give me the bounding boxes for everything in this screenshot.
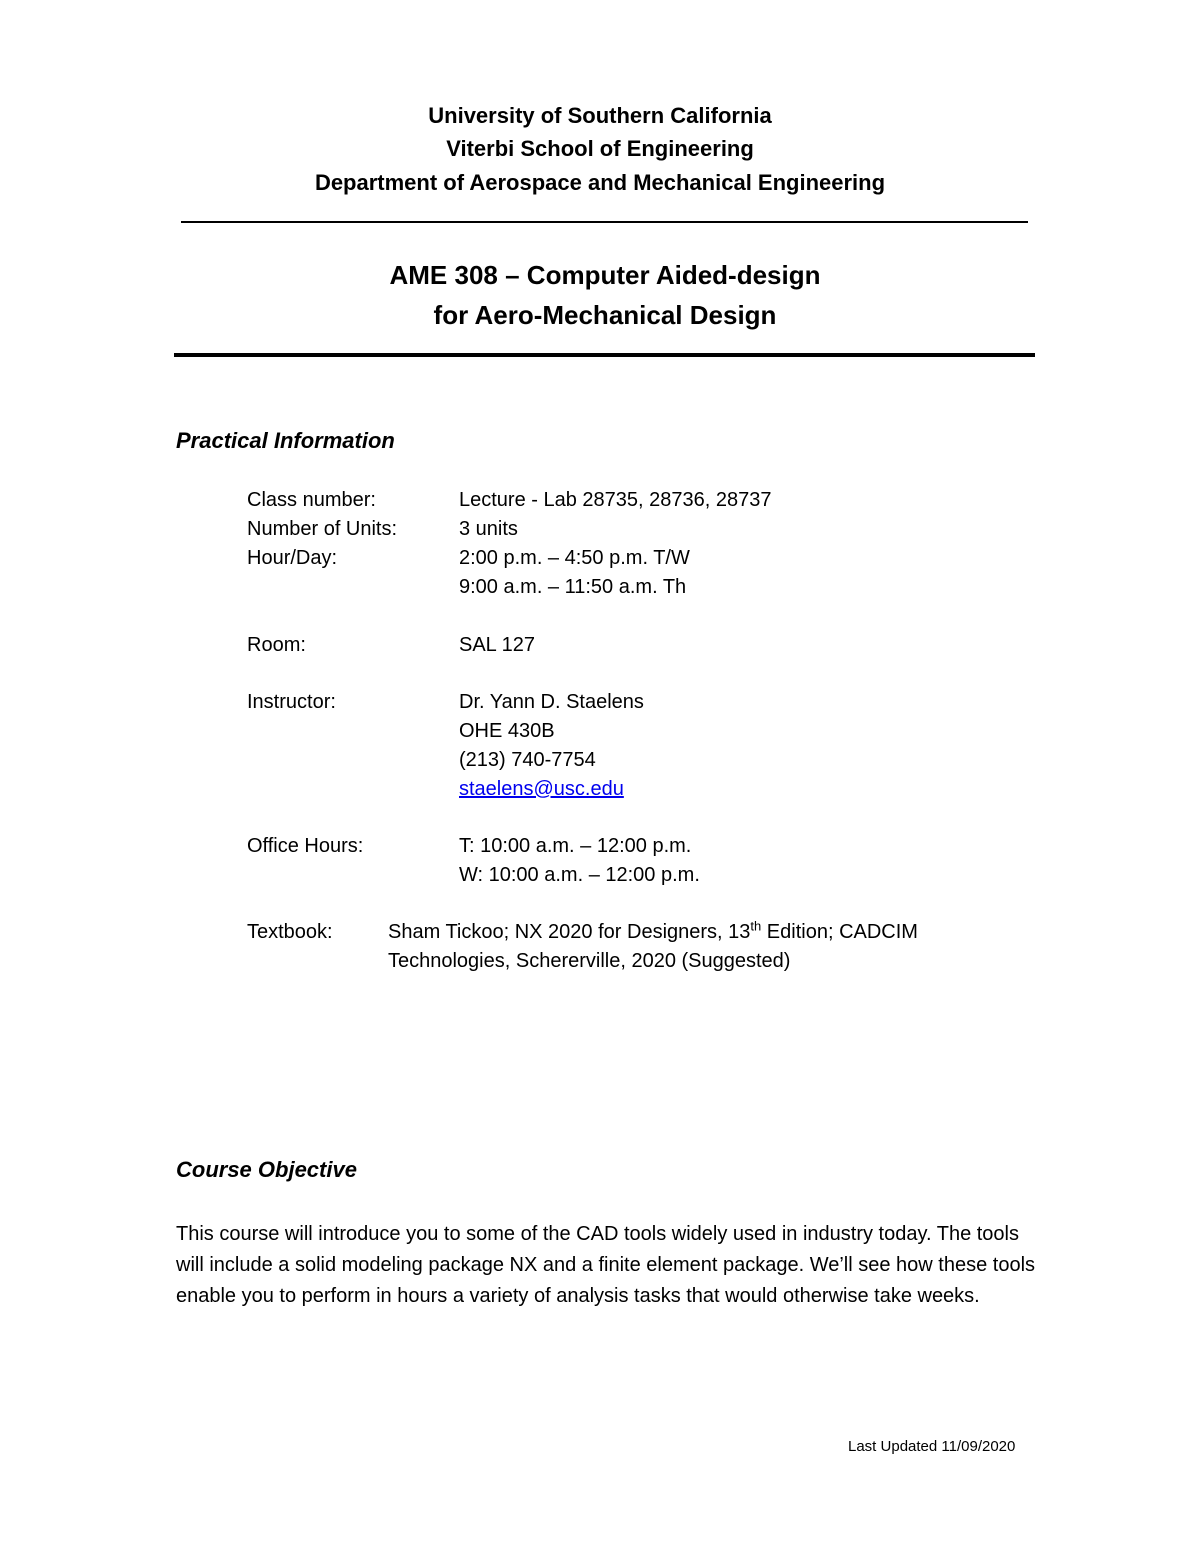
room-label: Room: bbox=[247, 634, 306, 656]
hour-day-label: Hour/Day: bbox=[247, 547, 338, 569]
textbook-line1-text: Sham Tickoo; NX 2020 for Designers, 13 bbox=[388, 921, 751, 943]
last-updated: Last Updated 11/09/2020 bbox=[848, 1438, 1016, 1455]
textbook-line2: Technologies, Schererville, 2020 (Suggested) bbox=[388, 950, 791, 972]
units-label: Number of Units: bbox=[247, 518, 398, 540]
instructor-email-link[interactable]: staelens@usc.edu bbox=[459, 778, 624, 800]
class-number-value: Lecture - Lab 28735, 28736, 28737 bbox=[459, 489, 772, 511]
units-value: 3 units bbox=[459, 518, 518, 540]
office-hours-label: Office Hours: bbox=[247, 835, 364, 857]
instructor-office: OHE 430B bbox=[459, 720, 555, 742]
course-objective-heading: Course Objective bbox=[176, 1157, 357, 1182]
school-name: Viterbi School of Engineering bbox=[446, 136, 754, 161]
course-title-line1: AME 308 – Computer Aided-design bbox=[389, 260, 821, 290]
textbook-edition-superscript: th bbox=[750, 918, 762, 934]
textbook-line1-tail: Edition; CADCIM bbox=[761, 921, 918, 943]
instructor-phone: (213) 740-7754 bbox=[459, 749, 596, 771]
textbook-label: Textbook: bbox=[247, 921, 333, 943]
instructor-label: Instructor: bbox=[247, 691, 336, 713]
hour-day-value-tw: 2:00 p.m. – 4:50 p.m. T/W bbox=[459, 547, 690, 569]
course-title-line2: for Aero-Mechanical Design bbox=[433, 300, 777, 330]
department-name: Department of Aerospace and Mechanical Engineering bbox=[314, 170, 886, 195]
title-divider bbox=[174, 353, 1035, 357]
university-name: University of Southern California bbox=[428, 103, 772, 128]
practical-information-heading: Practical Information bbox=[176, 428, 395, 453]
office-hours-tuesday: T: 10:00 a.m. – 12:00 p.m. bbox=[459, 835, 692, 857]
hour-day-value-th: 9:00 a.m. – 11:50 a.m. Th bbox=[459, 576, 687, 598]
header-divider bbox=[181, 221, 1028, 223]
course-objective-text: This course will introduce you to some of the CAD tools widely used in industry today. The tools will include a solid modeling package NX and a finite element package. We’ll see how these tools enable you to perform in hours a variety of analysis tasks that would otherwise take weeks. bbox=[176, 1223, 1036, 1307]
instructor-name: Dr. Yann D. Staelens bbox=[459, 691, 644, 713]
textbook-line1 bbox=[388, 918, 918, 947]
office-hours-wednesday: W: 10:00 a.m. – 12:00 p.m. bbox=[459, 864, 700, 886]
class-number-label: Class number: bbox=[247, 489, 376, 511]
room-value: SAL 127 bbox=[459, 634, 535, 656]
